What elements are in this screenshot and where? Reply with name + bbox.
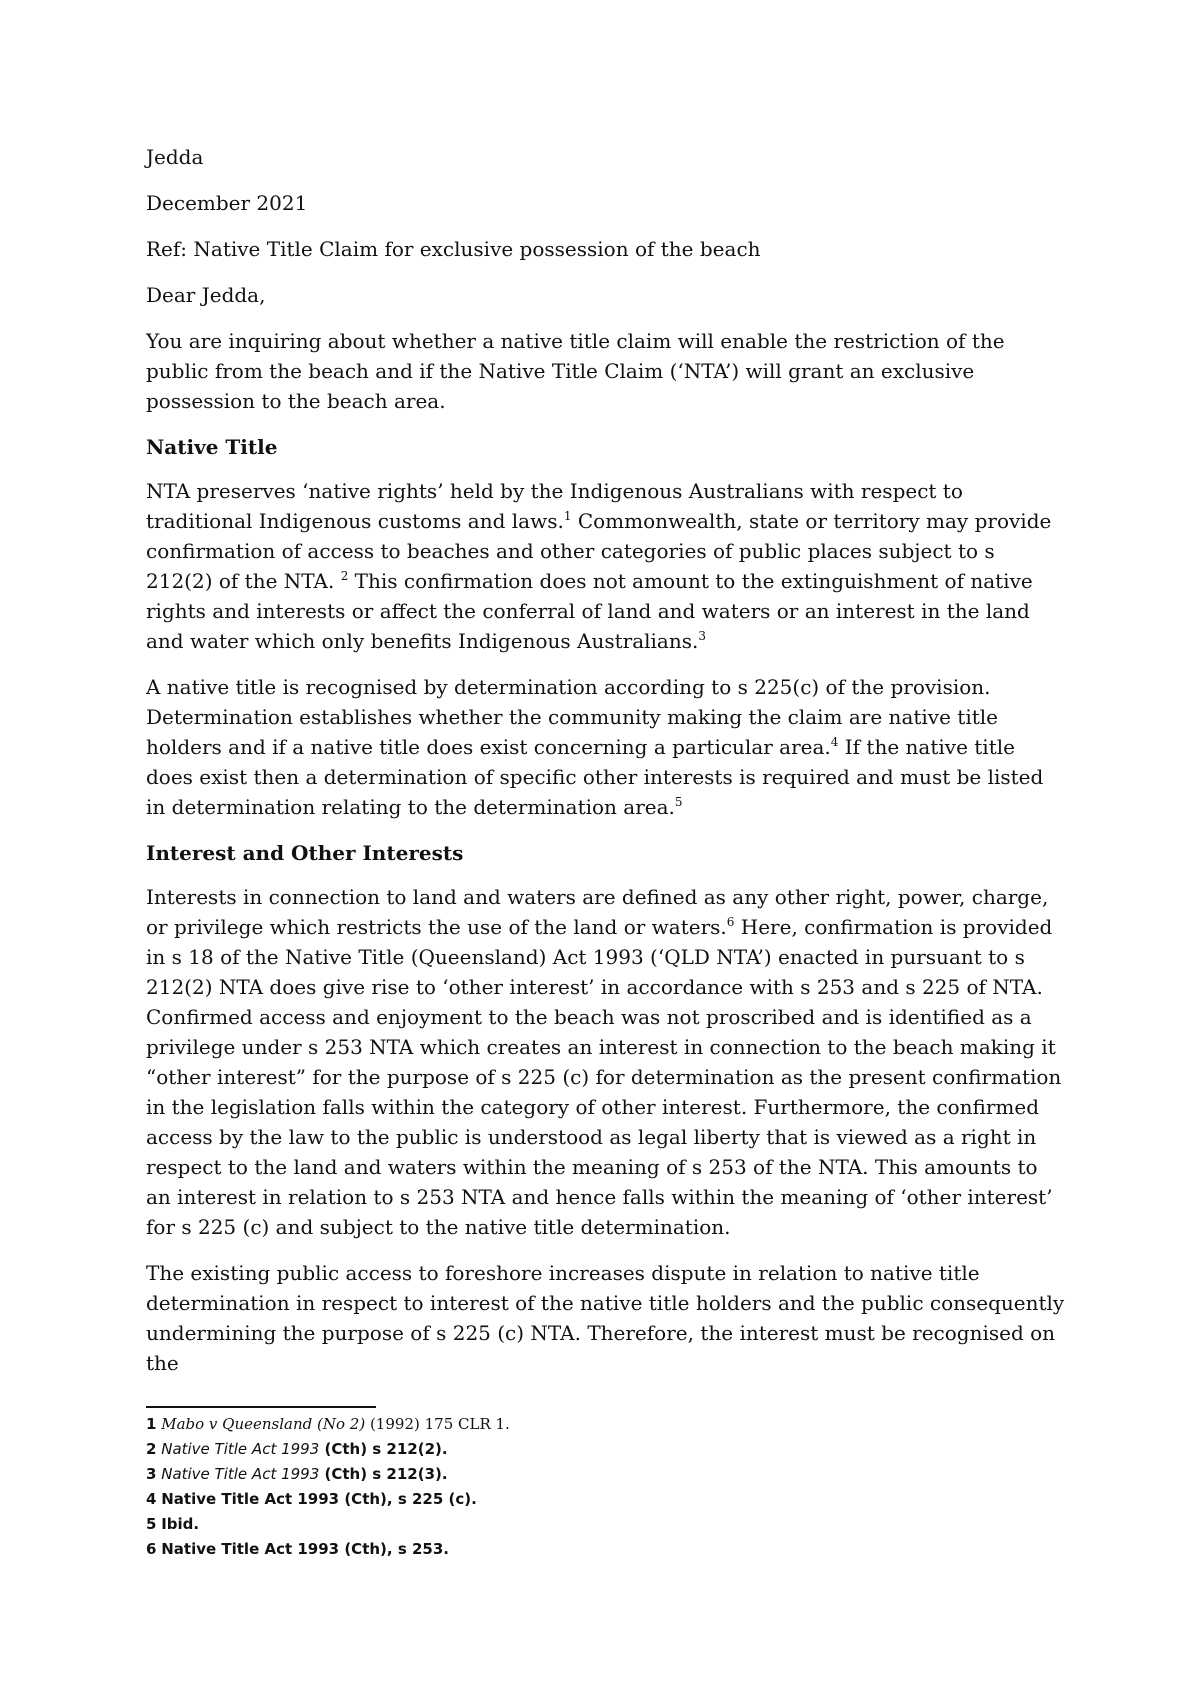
footnote-ref-2: 2 (340, 569, 349, 583)
footnote-ref-1: 1 (563, 509, 572, 523)
footnote-3: 3 Native Title Act 1993 (Cth) s 212(3). (146, 1465, 448, 1483)
letter-date: December 2021 (146, 191, 308, 215)
native-title-paragraph-2: A native title is recognised by determination according to s 225(c) of the provision. Determination establishes whether the community making the claim are native title holders and if a native title does exist concerning a particular area.$^4$ If the native title does exist then a determination of specific other interests is required and must be listed in determination relating to the determination area.$^5$ (146, 675, 1044, 819)
footnote-1: 1 Mabo v Queensland (No 2) (1992) 175 CLR 1. (146, 1415, 510, 1433)
footnote-2: 2 Native Title Act 1993 (Cth) s 212(2). (146, 1440, 448, 1458)
letter-body (146, 142, 1066, 1394)
reference-line: Ref: Native Title Claim for exclusive possession of the beach (146, 237, 761, 261)
salutation: Dear Jedda, (146, 283, 266, 307)
section-heading-native-title: Native Title (146, 435, 278, 459)
footnote-4: 4 Native Title Act 1993 (Cth), s 225 (c). (146, 1490, 477, 1508)
intro-paragraph: You are inquiring about whether a native title claim will enable the restriction of the public from the beach and if the Native Title Claim (‘NTA’) will grant an exclusive possession to the beach area. (146, 329, 1005, 413)
footnote-ref-4: 4 (830, 735, 839, 749)
footnote-5: 5 Ibid. (146, 1515, 200, 1533)
footnote-6: 6 Native Title Act 1993 (Cth), s 253. (146, 1540, 449, 1558)
footnotes (146, 1412, 1046, 1562)
footnote-separator (146, 1406, 376, 1408)
addressee: Jedda (146, 145, 204, 169)
footnote-ref-6: 6 (726, 915, 735, 929)
section-heading-interests: Interest and Other Interests (146, 841, 464, 865)
footnote-ref-5: 5 (674, 795, 683, 809)
interests-paragraph-2: The existing public access to foreshore increases dispute in relation to native title determination in respect to interest of the native title holders and the public consequently undermining the purpose of s 225 (c) NTA. Therefore, the interest must be recognised on the (146, 1261, 1065, 1375)
footnote-ref-3: 3 (698, 629, 706, 643)
native-title-paragraph-1: NTA preserves ‘native rights’ held by the Indigenous Australians with respect to traditional Indigenous customs and laws.$^1$ Commonwealth, state or territory may provide confirmation of access to beaches and other categories of public places subject to s 212(2) of the NTA. $^2$ This confirmation does not amount to the extinguishment of native rights and interests or affect the conferral of land and waters or an interest in the land and water which only benefits Indigenous Australians.$^3$ (146, 479, 1052, 653)
interests-paragraph-1: Interests in connection to land and waters are defined as any other right, power, charge, or privilege which restricts the use of the land or waters.$^6$ Here, confirmation is provided in s 18 of the Native Title (Queensland) Act 1993 (‘QLD NTA’) enacted in pursuant to s 212(2) NTA does give rise to ‘other interest’ in accordance with s 253 and s 225 of NTA. Confirmed access and enjoyment to the beach was not proscribed and is identified as a privilege under s 253 NTA which creates an interest in connection to the beach making it “other interest” for the purpose of s 225 (c) for determination as the present confirmation in the legislation falls within the category of other interest. Furthermore, the confirmed access by the law to the public is understood as legal liberty that is viewed as a right in respect to the land and waters within the meaning of s 253 of the NTA. This amounts to an interest in relation to s 253 NTA and hence falls within the meaning of ‘other interest’ for s 225 (c) and subject to the native title determination. (146, 885, 1062, 1239)
